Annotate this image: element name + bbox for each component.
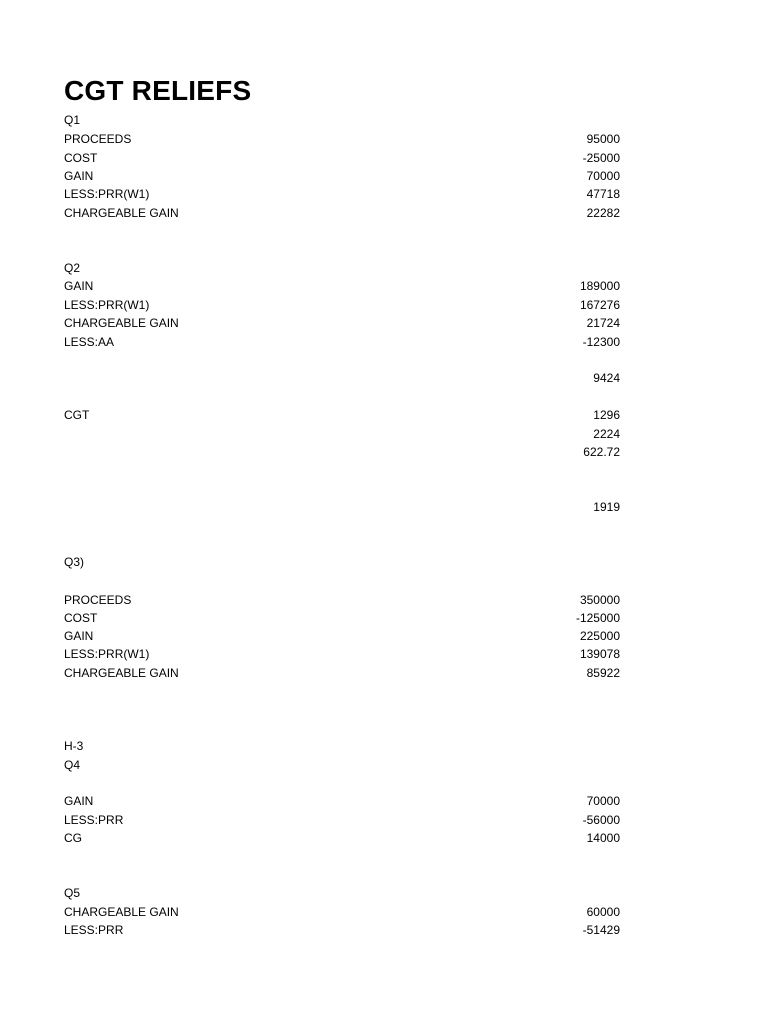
q3-row-value: 225000 [579,629,620,643]
section-label-h3: H-3 [64,739,84,753]
q2-net-gain-value: 9424 [593,371,620,385]
q2-heading: Q2 [64,261,81,275]
q3-row-label: GAIN [64,629,94,643]
q1-row-value: 95000 [586,132,620,146]
q4-row-label: LESS:PRR [64,813,124,827]
q3-row-value: 139078 [579,647,620,661]
q1-row-value: 22282 [586,206,620,220]
q5-row-value: 60000 [586,905,620,919]
q3-row-value: -125000 [575,611,620,625]
q1-row-label: COST [64,151,98,165]
q1-row-label: GAIN [64,169,94,183]
q4-row-value: 70000 [586,794,620,808]
page-title: CGT RELIEFS [64,75,252,106]
q2-cgt-total-value: 1919 [593,500,620,514]
q4-heading: Q4 [64,758,81,772]
q1-row-value: 47718 [586,187,620,201]
q2-row-label: GAIN [64,279,94,293]
q2-cgt-label: CGT [64,408,90,422]
q3-row-value: 85922 [586,666,620,680]
q1-row-label: PROCEEDS [64,132,132,146]
q1-row-value: 70000 [586,169,620,183]
q2-row-value: -12300 [582,335,620,349]
q2-row-label: LESS:AA [64,335,115,349]
q2-cgt-value: 1296 [593,408,620,422]
q1-heading: Q1 [64,113,81,127]
q1-row-label: CHARGEABLE GAIN [64,206,179,220]
q5-row-label: CHARGEABLE GAIN [64,905,179,919]
q4-row-label: GAIN [64,794,94,808]
q3-row-value: 350000 [579,593,620,607]
q2-row-value: 21724 [586,316,620,330]
q3-row-label: COST [64,611,98,625]
q2-row-value: 189000 [579,279,620,293]
q3-row-label: LESS:PRR(W1) [64,647,150,661]
q3-row-label: CHARGEABLE GAIN [64,666,179,680]
q3-heading: Q3) [64,555,85,569]
q2-cgt-value: 2224 [593,427,620,441]
q4-row-value: 14000 [586,831,620,845]
q4-row-label: CG [64,831,82,845]
q5-heading: Q5 [64,886,81,900]
q3-row-label: PROCEEDS [64,593,132,607]
q1-row-label: LESS:PRR(W1) [64,187,150,201]
q2-row-label: CHARGEABLE GAIN [64,316,179,330]
q4-row-value: -56000 [582,813,620,827]
q2-row-value: 167276 [579,298,620,312]
q5-row-label: LESS:PRR [64,923,124,937]
q5-row-value: -51429 [582,923,620,937]
q2-cgt-value: 622.72 [583,445,620,459]
q1-row-value: -25000 [582,151,620,165]
q2-row-label: LESS:PRR(W1) [64,298,150,312]
